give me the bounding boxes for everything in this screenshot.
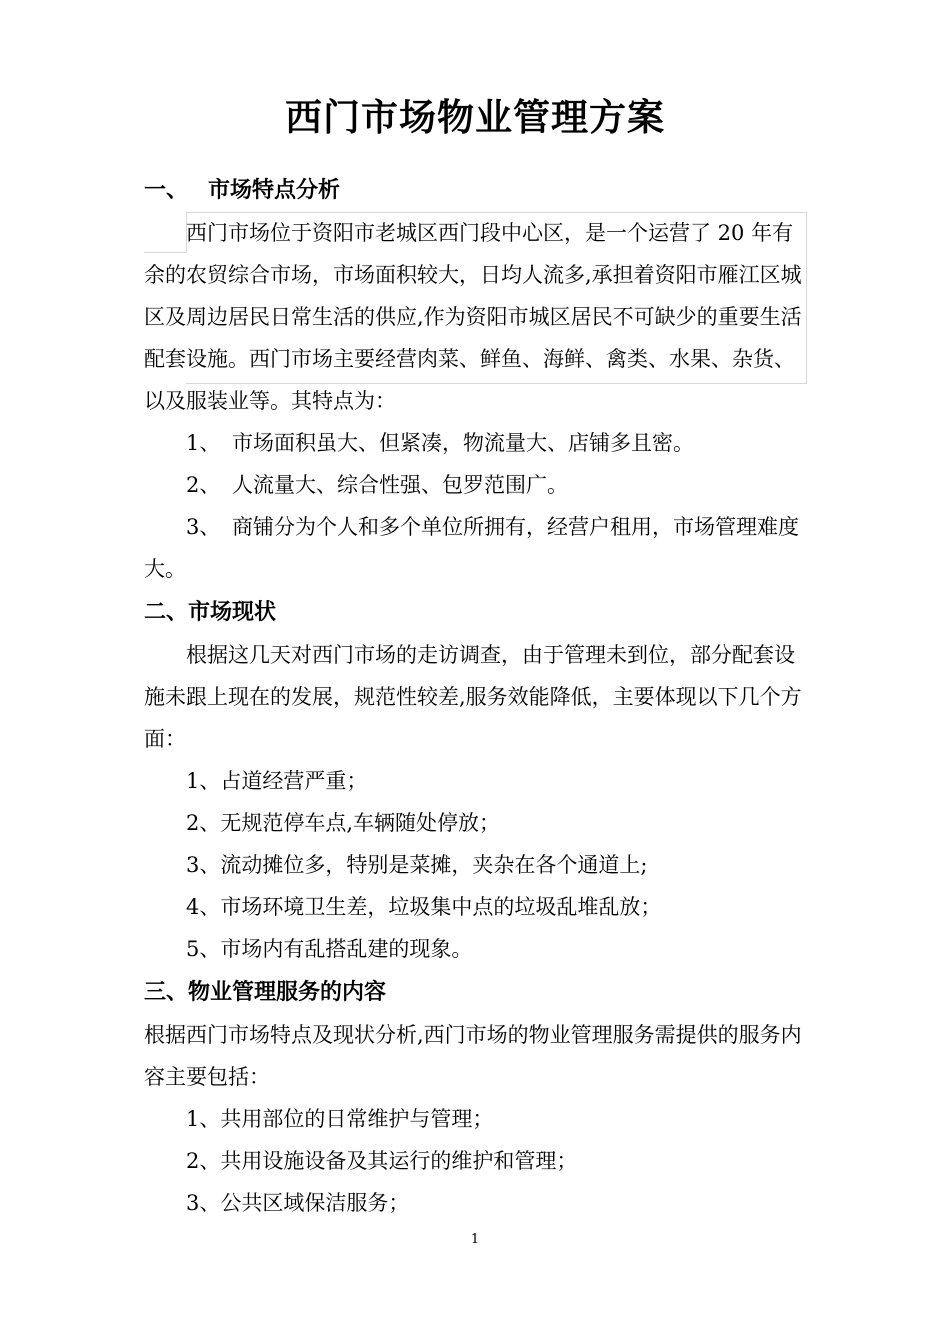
item-number: 3、 bbox=[186, 515, 221, 539]
item-text: 市场面积虽大、但紧凑，物流量大、店铺多且密。 bbox=[232, 431, 694, 455]
section-1-item bbox=[144, 506, 814, 590]
section-2-heading: 二、市场现状 bbox=[144, 600, 277, 625]
section-3-item: 1、共用部位的日常维护与管理； bbox=[186, 1107, 494, 1131]
section-3-item: 2、共用设施设备及其运行的维护和管理； bbox=[186, 1149, 578, 1173]
item-number: 2、 bbox=[186, 473, 221, 497]
section-1-title: 市场特点分析 bbox=[208, 178, 341, 203]
page-number: 1 bbox=[470, 1232, 480, 1247]
section-1-heading bbox=[144, 170, 814, 212]
item-text: 人流量大、综合性强、包罗范围广。 bbox=[232, 473, 568, 497]
document-title: 西门市场物业管理方案 bbox=[285, 96, 665, 139]
section-3-intro: 根据西门市场特点及现状分析,西门市场的物业管理服务需提供的服务内容主要包括： bbox=[144, 1023, 802, 1089]
section-2-item: 4、市场环境卫生差，垃圾集中点的垃圾乱堆乱放； bbox=[186, 895, 662, 919]
section-1-number: 一、 bbox=[144, 178, 189, 203]
section-1-intro: 西门市场位于资阳市老城区西门段中心区，是一个运营了 20 年有余的农贸综合市场，市场面积较大，日均人流多,承担着资阳市雁江区城区及周边居民日常生活的供应,作为资阳市城区居民不可缺少的重要生活配套设施。西门市场主要经营肉菜、鲜鱼、海鲜、禽类、水果、杂货、以及服装业等。其特点为： bbox=[144, 221, 802, 413]
section-2-item: 3、流动摊位多，特别是菜摊，夹杂在各个通道上; bbox=[186, 853, 648, 877]
section-2-item: 2、无规范停车点,车辆随处停放； bbox=[186, 811, 501, 835]
section-3-item: 3、公共区域保洁服务； bbox=[186, 1191, 410, 1215]
section-2-item: 1、占道经营严重； bbox=[186, 769, 368, 793]
item-text: 商铺分为个人和多个单位所拥有，经营户租用，市场管理难度大。 bbox=[144, 515, 799, 581]
item-number: 1、 bbox=[186, 431, 221, 455]
section-1-item bbox=[144, 464, 814, 506]
document-body bbox=[144, 170, 814, 1224]
section-1-item bbox=[144, 422, 814, 464]
section-2-item: 5、市场内有乱搭乱建的现象。 bbox=[186, 937, 473, 961]
section-3-heading: 三、物业管理服务的内容 bbox=[144, 980, 387, 1005]
section-2-intro: 根据这几天对西门市场的走访调查，由于管理未到位，部分配套设施未跟上现在的发展，规范性较差,服务效能降低，主要体现以下几个方面： bbox=[144, 643, 802, 751]
